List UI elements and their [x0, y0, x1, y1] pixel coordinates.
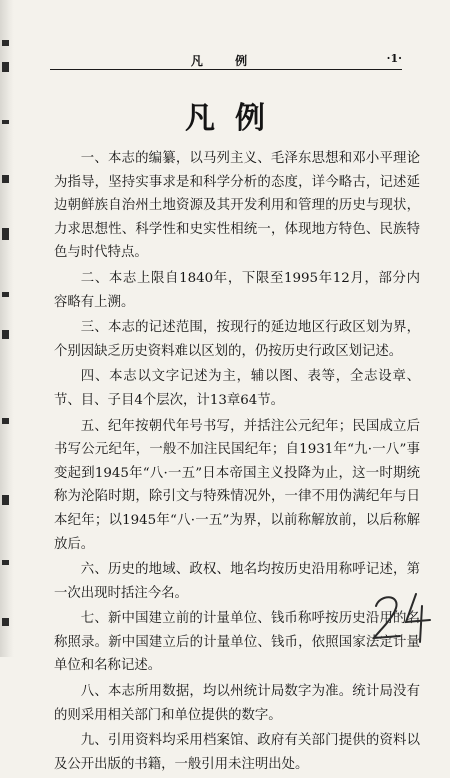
running-header-title: 凡 例 — [190, 54, 262, 68]
page-title: 凡例 — [185, 101, 285, 136]
binding-mark — [2, 62, 9, 72]
binding-mark — [2, 618, 9, 626]
paragraph-8: 八、本志所用数据，均以州统计局数字为准。统计局没有的则采用相关部门和单位提供的数字。 — [54, 684, 420, 723]
binding-mark — [2, 495, 9, 505]
running-header — [50, 50, 402, 68]
paragraph-7: 七、新中国建立前的计量单位、钱币称呼按历史沿用的名称照录。新中国建立后的计量单位、钱币，依照国家法定计量单位和名称记述。 — [54, 611, 420, 674]
paragraph-6: 六、历史的地域、政权、地名均按历史沿用称呼记述，第一次出现时括注今名。 — [54, 562, 420, 601]
paragraph-3: 三、本志的记述范围，按现行的延边地区行政区划为界，个别因缺乏历史资料难以区划的，仍按历史行政区划记述。 — [54, 320, 420, 359]
binding-mark — [2, 175, 9, 183]
binding-mark — [2, 228, 9, 240]
binding-mark — [2, 418, 9, 424]
page-number: ·1· — [386, 52, 402, 65]
paragraph-9: 九、引用资料均采用档案馆、政府有关部门提供的资料以及公开出版的书籍，一般引用未注明出处。 — [54, 733, 420, 772]
header-rule — [50, 69, 402, 70]
binding-mark — [2, 40, 9, 46]
paragraph-4: 四、本志以文字记述为主，辅以图、表等，全志设章、节、目、子目4个层次，计13章64节。 — [54, 369, 420, 408]
document-body — [54, 147, 420, 778]
paragraph-2: 二、本志上限自1840年，下限至1995年12月，部分内容略有上溯。 — [54, 270, 420, 310]
paragraph-1: 一、本志的编纂，以马列主义、毛泽东思想和邓小平理论为指导，坚持实事求是和科学分析的态度，详今略古，记述延边朝鲜族自治州土地资源及其开发利用和管理的历史与现状，力求思想性、科学性和史实性相统一，体现地方特色、民族特色与时代特点。 — [54, 151, 420, 261]
handwritten-number — [370, 588, 434, 648]
binding-mark — [2, 330, 9, 339]
binding-mark — [2, 292, 9, 297]
paragraph-5: 五、纪年按朝代年号书写，并括注公元纪年；民国成立后书写公元纪年，一般不加注民国纪年；自1931年“九·一八”事变起到1945年“八·一五”日本帝国主义投降为止，这一时期统称为沦陷时期，除引文与特殊情况外，一律不用伪满纪年与日本纪年；以1945年“八·一五”为界，以前称解放前，以后称解放后。 — [54, 418, 420, 552]
binding-mark — [2, 560, 9, 565]
handwritten-24-drawing — [370, 588, 434, 644]
